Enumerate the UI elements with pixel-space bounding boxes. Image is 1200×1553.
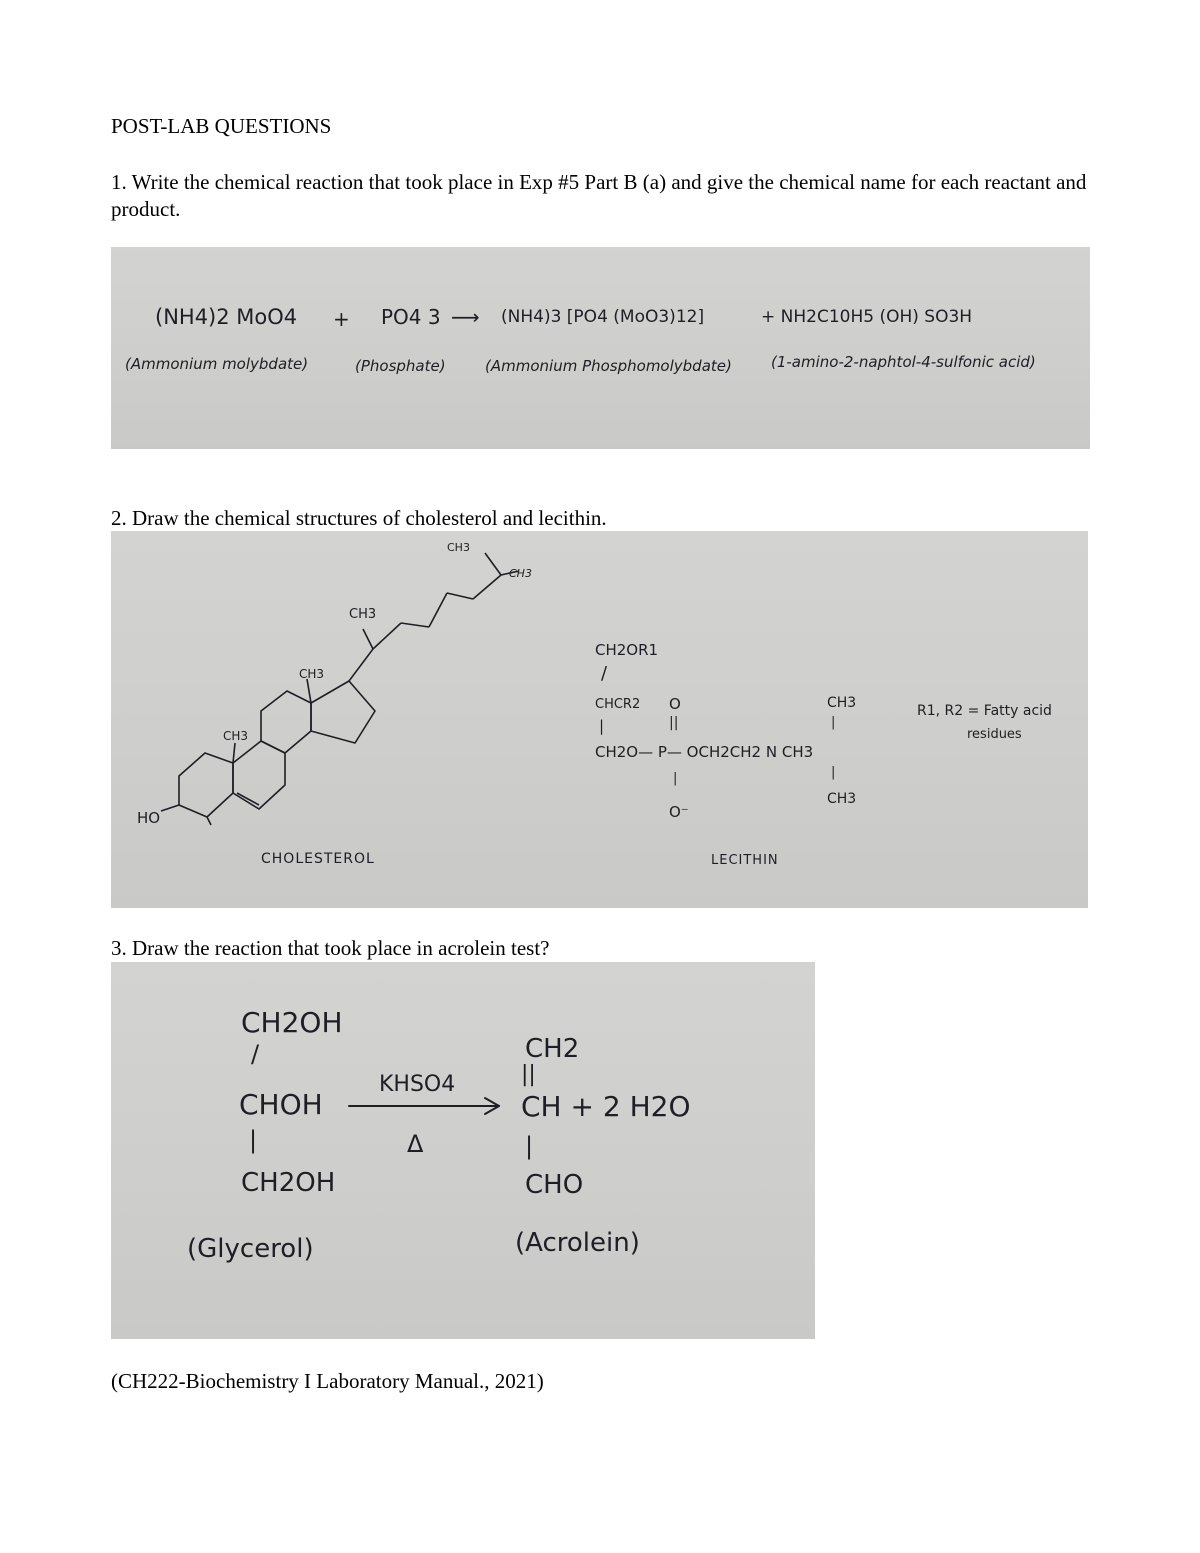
lecithin-n-ch3-top: CH3 — [827, 695, 857, 711]
name-phosphate: (Phosphate) — [355, 357, 446, 375]
glycerol-bond-1: / — [251, 1040, 260, 1068]
name-aminonaphtholsulfonic-acid: (1-amino-2-naphtol-4-sulfonic acid) — [771, 353, 1036, 371]
name-ammonium-molybdate: (Ammonium molybdate) — [125, 355, 309, 373]
acrolein-double-bond: || — [521, 1062, 536, 1087]
cholesterol-ch3-ring-c: CH3 — [299, 667, 325, 681]
acrolein-line-2: CH + 2 H2O — [521, 1090, 691, 1123]
cholesterol-label: CHOLESTEROL — [261, 851, 375, 867]
lecithin-main-chain: CH2O— P— OCH2CH2 N CH3 — [595, 743, 814, 761]
cholesterol-ch3-ring-a: CH3 — [223, 729, 249, 743]
product-ammonium-phosphomolybdate: (NH4)3 [PO4 (MoO3)12] — [501, 307, 705, 327]
cholesterol-ch3-end: CH3 — [509, 567, 532, 580]
lecithin-n-ch3-bottom: CH3 — [827, 791, 857, 807]
lecithin-n-bond-bottom: | — [831, 765, 836, 780]
lecithin-bond-1: / — [601, 663, 608, 684]
cholesterol-ch3-side-chain: CH3 — [349, 607, 377, 622]
r-groups-note-line-2: residues — [967, 727, 1022, 742]
lecithin-bond-2: | — [599, 717, 605, 735]
name-ammonium-phosphomolybdate: (Ammonium Phosphomolybdate) — [485, 357, 732, 375]
page-title: POST-LAB QUESTIONS — [111, 114, 332, 138]
reactant-ammonium-molybdate: (NH4)2 MoO4 — [155, 305, 298, 329]
citation: (CH222-Biochemistry I Laboratory Manual., 2021) — [111, 1369, 544, 1393]
lecithin-phosphate-o: O — [669, 695, 681, 713]
reaction-arrow: ⟶ — [451, 305, 480, 329]
arrow-head-top — [485, 1098, 499, 1106]
photo-acrolein-reaction — [111, 962, 815, 1339]
reagent-khso4: KHSO4 — [379, 1072, 456, 1097]
acrolein-line-1: CH2 — [525, 1034, 580, 1064]
question-3: 3. Draw the reaction that took place in acrolein test? — [111, 936, 550, 960]
arrow-head-bottom — [485, 1106, 499, 1114]
photo-cholesterol-lecithin — [111, 531, 1088, 908]
lecithin-ch2or1: CH2OR1 — [595, 641, 659, 659]
reactant-phosphate: PO4 3 — [381, 305, 441, 329]
ring-d-shape — [311, 681, 375, 743]
lecithin-o-minus: O⁻ — [669, 803, 689, 821]
question-1: 1. Write the chemical reaction that took place in Exp #5 Part B (a) and give the chemical name for each reactant and product. — [111, 170, 1092, 221]
lecithin-p-bond: | — [673, 771, 678, 786]
glycerol-line-3: CH2OH — [241, 1168, 336, 1198]
r-groups-note-line-1: R1, R2 = Fatty acid — [917, 703, 1052, 719]
acrolein-name: (Acrolein) — [515, 1228, 640, 1258]
lecithin-chcr2: CHCR2 — [595, 697, 641, 712]
glycerol-name: (Glycerol) — [187, 1234, 314, 1264]
cholesterol-ch3-top: CH3 — [447, 541, 470, 554]
photo-molybdate-reaction — [111, 247, 1090, 449]
cholesterol-ho-group: HO — [137, 809, 161, 827]
acrolein-bond-2: | — [525, 1132, 534, 1160]
acrolein-line-3: CHO — [525, 1170, 584, 1200]
ring-b-shape — [233, 741, 285, 809]
heat-symbol: Δ — [407, 1130, 424, 1158]
lecithin-n-bond-top: | — [831, 715, 836, 730]
product-aminonaphtholsulfonic-acid: + NH2C10H5 (OH) SO3H — [761, 307, 973, 327]
glycerol-line-1: CH2OH — [241, 1006, 343, 1039]
ring-a-shape — [179, 753, 233, 817]
lecithin-label: LECITHIN — [711, 853, 779, 868]
ring-c-shape — [261, 691, 311, 753]
glycerol-bond-2: | — [249, 1126, 258, 1154]
glycerol-line-2: CHOH — [239, 1088, 323, 1121]
plus-sign: + — [333, 307, 350, 331]
reaction-arrow-drawing — [111, 962, 815, 1339]
question-2: 2. Draw the chemical structures of cholesterol and lecithin. — [111, 506, 607, 530]
lecithin-double-bond: || — [669, 715, 679, 731]
